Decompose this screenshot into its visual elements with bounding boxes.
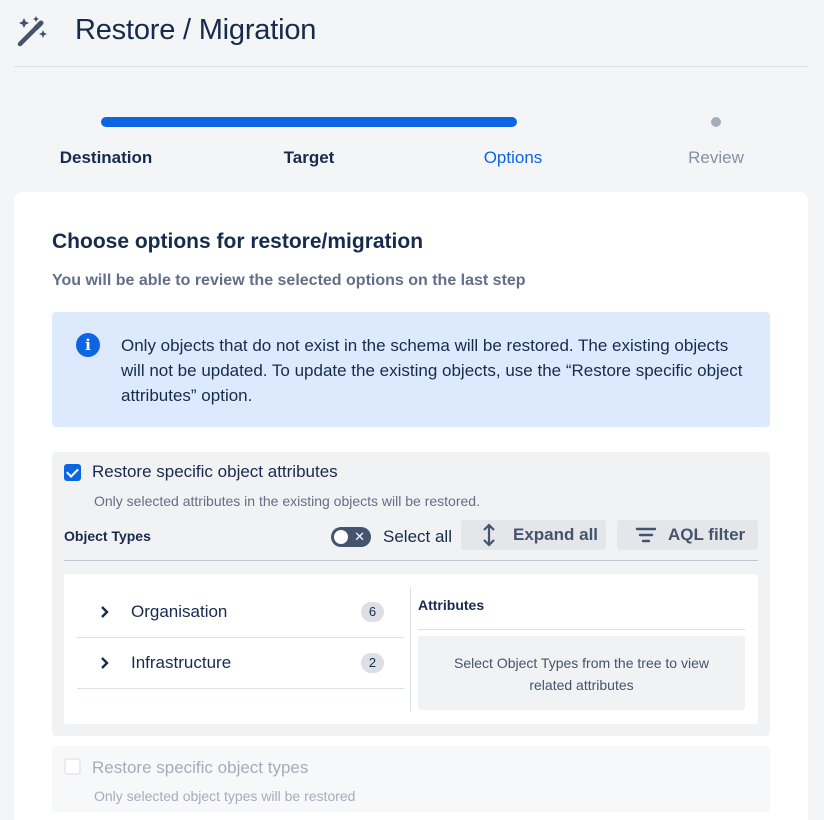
step-options[interactable]: Options bbox=[483, 148, 543, 167]
progress-bar bbox=[101, 117, 517, 127]
step-target[interactable]: Target bbox=[283, 148, 335, 167]
divider bbox=[418, 629, 745, 630]
step-review: Review bbox=[688, 148, 744, 167]
tree-item-label: Organisation bbox=[131, 602, 228, 621]
restore-object-types-label[interactable]: Restore specific object types bbox=[92, 758, 309, 777]
progress-stepper bbox=[0, 110, 824, 170]
aql-filter-button[interactable] bbox=[617, 520, 758, 550]
info-message: Only objects that do not exist in the schema will be restored. The existing objects will not be updated. To update the existing objects, use the “Restore specific object attributes” option. bbox=[121, 336, 743, 405]
restore-attributes-panel bbox=[52, 452, 770, 736]
select-all-toggle[interactable] bbox=[331, 527, 371, 547]
expand-all-label: Expand all bbox=[513, 525, 599, 544]
info-banner bbox=[52, 312, 770, 427]
aql-filter-label: AQL filter bbox=[668, 525, 746, 544]
tree-item-organisation[interactable] bbox=[77, 587, 404, 638]
filter-icon bbox=[635, 520, 657, 550]
attributes-empty-state: Select Object Types from the tree to view related attributes bbox=[418, 636, 745, 710]
divider bbox=[410, 587, 411, 711]
object-types-browser bbox=[64, 574, 758, 724]
info-icon: i bbox=[76, 333, 100, 357]
restore-attributes-checkbox[interactable] bbox=[64, 464, 81, 481]
object-types-label: Object Types bbox=[64, 528, 151, 544]
toggle-knob bbox=[334, 530, 348, 544]
chevron-right-icon[interactable] bbox=[99, 656, 111, 670]
expand-vertical-icon bbox=[478, 520, 500, 550]
magic-wand-icon bbox=[16, 14, 50, 48]
restore-object-types-checkbox[interactable] bbox=[64, 758, 81, 775]
step-destination[interactable]: Destination bbox=[59, 148, 153, 167]
section-subheading: You will be able to review the selected options on the last step bbox=[52, 272, 526, 289]
tree-item-infrastructure[interactable] bbox=[77, 638, 404, 689]
object-types-toolbar bbox=[64, 519, 758, 561]
attributes-heading: Attributes bbox=[418, 597, 485, 613]
restore-attributes-hint: Only selected attributes in the existing objects will be restored. bbox=[94, 493, 480, 509]
page-header bbox=[14, 0, 808, 67]
close-icon: ✕ bbox=[354, 529, 365, 544]
expand-all-button[interactable] bbox=[461, 520, 606, 550]
section-heading: Choose options for restore/migration bbox=[52, 230, 424, 253]
select-all-label[interactable]: Select all bbox=[383, 527, 452, 546]
count-badge: 6 bbox=[361, 602, 384, 622]
chevron-right-icon[interactable] bbox=[99, 605, 111, 619]
tree-item-label: Infrastructure bbox=[131, 653, 232, 672]
options-card bbox=[14, 192, 808, 820]
restore-object-types-hint: Only selected object types will be restored bbox=[94, 788, 356, 804]
restore-attributes-label[interactable]: Restore specific object attributes bbox=[92, 462, 338, 481]
count-badge: 2 bbox=[361, 653, 384, 673]
page-title: Restore / Migration bbox=[75, 14, 317, 46]
restore-object-types-panel bbox=[52, 746, 770, 812]
step-dot-review bbox=[711, 117, 721, 127]
